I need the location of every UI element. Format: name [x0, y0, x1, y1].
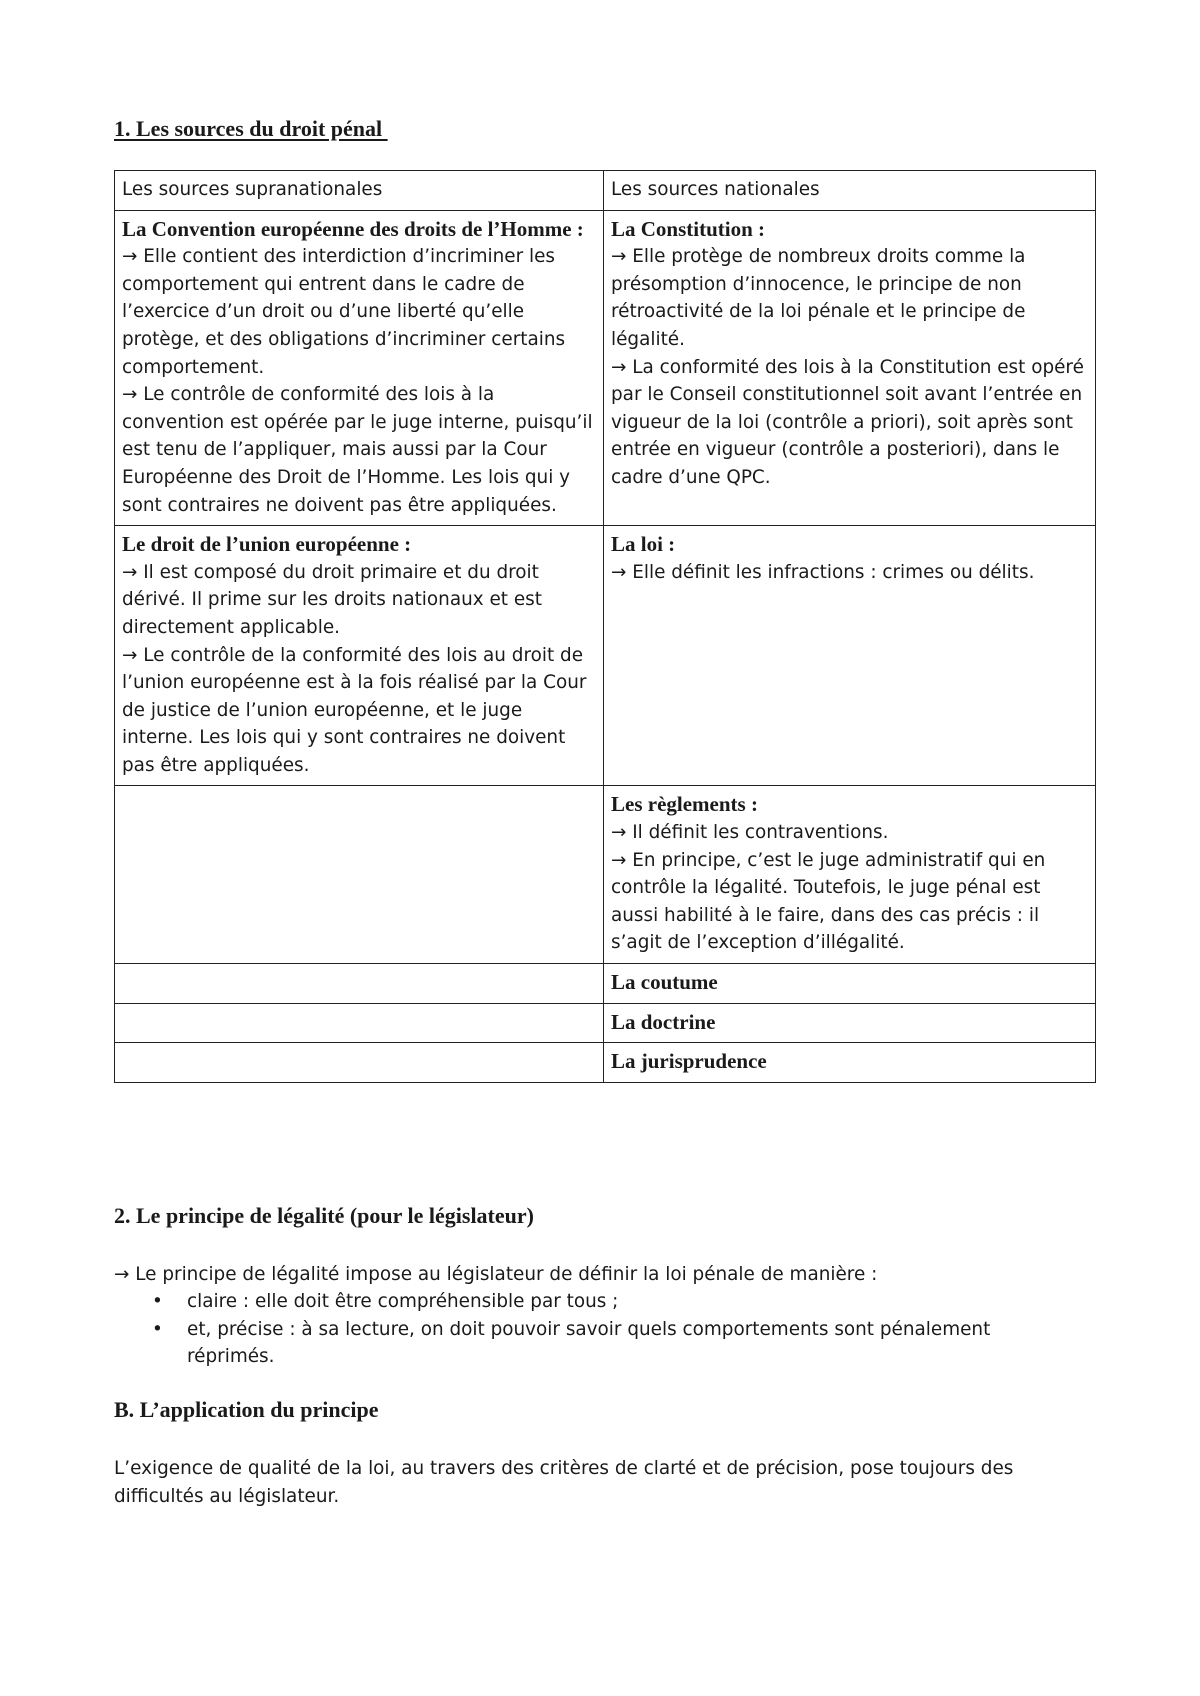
cell-coutume — [604, 964, 1096, 1004]
cell-cedh — [115, 210, 604, 526]
cell-line: → Le contrôle de conformité des lois à la convention est opérée par le juge interne, puisqu’il est tenu de l’appliquer, mais aussi par la Cour Européenne des Droit de l’Homme. Les lois qui y sont contraires ne doivent pas être appliquées. — [122, 384, 593, 516]
bullet-icon: • — [152, 1291, 163, 1312]
empty-cell — [115, 1043, 604, 1083]
cell-constitution — [604, 210, 1096, 526]
header-supranationales: Les sources supranationales — [115, 171, 604, 211]
table-row — [115, 1003, 1096, 1043]
header-nationales: Les sources nationales — [604, 171, 1096, 211]
cell-line: → Elle protège de nombreux droits comme la présomption d’innocence, le principe de non rétroactivité de la loi pénale et le principe de légalité. — [611, 246, 1026, 350]
cell-title: La Constitution : — [611, 216, 766, 241]
cell-line: → En principe, c’est le juge administratif qui en contrôle la légalité. Toutefois, le juge pénal est aussi habilité à le faire, dans des cas précis : il s’agit de l’exception d’illégalité. — [611, 849, 1046, 954]
cell-doctrine — [604, 1003, 1096, 1043]
list-item — [114, 1288, 1074, 1316]
empty-cell — [115, 1003, 604, 1043]
cell-title: Les règlements : — [611, 792, 758, 817]
table-row — [115, 210, 1096, 526]
cell-line: → Il est composé du droit primaire et du droit dérivé. Il prime sur les droits nationaux et est directement applicable. — [122, 561, 542, 638]
cell-line: → Le contrôle de la conformité des lois au droit de l’union européenne est à la fois réalisé par la Cour de justice de l’union européenne, et le juge interne. Les lois qui y sont contraires ne doivent pas être appliquées. — [122, 644, 587, 776]
empty-cell — [115, 964, 604, 1004]
cell-title: La Convention européenne des droits de l’Homme : — [122, 216, 584, 241]
section-2-heading: 2. Le principe de légalité (pour le législateur) — [114, 1203, 534, 1228]
list-item-text: claire : elle doit être compréhensible par tous ; — [187, 1291, 619, 1312]
cell-jurisprudence — [604, 1043, 1096, 1083]
empty-cell — [115, 786, 604, 964]
cell-loi — [604, 526, 1096, 786]
list-item — [114, 1316, 1074, 1371]
cell-title: Le droit de l’union européenne : — [122, 532, 412, 557]
table-row — [115, 1043, 1096, 1083]
bullet-icon: • — [152, 1318, 163, 1340]
cell-title: La doctrine — [611, 1009, 716, 1034]
cell-line: → Elle définit les infractions : crimes ou délits. — [611, 561, 1035, 583]
cell-title: La loi : — [611, 532, 676, 557]
section-b-text: L’exigence de qualité de la loi, au travers des critères de clarté et de précision, pose toujours des difficultés au législateur. — [114, 1458, 1014, 1507]
list-item-text: et, précise : à sa lecture, on doit pouvoir savoir quels comportements sont pénalement réprimés. — [187, 1318, 991, 1368]
cell-title: La jurisprudence — [611, 1049, 767, 1074]
section-b-heading: B. L’application du principe — [114, 1397, 379, 1422]
table-row — [115, 786, 1096, 964]
table-header-row — [115, 171, 1096, 211]
sources-table — [114, 170, 1096, 1083]
section-1-heading: 1. Les sources du droit pénal — [114, 116, 388, 141]
cell-union-europeenne — [115, 526, 604, 786]
cell-line: → Il définit les contraventions. — [611, 822, 889, 844]
cell-line: → La conformité des lois à la Constitution est opéré par le Conseil constitutionnel soit avant l’entrée en vigueur de la loi (contrôle a priori), soit après sont entrée en vigueur (contrôle a posteriori), dans le cadre d’une QPC. — [611, 356, 1084, 488]
bullet-list — [114, 1288, 1074, 1371]
section-2-intro: → Le principe de légalité impose au législateur de définir la loi pénale de manière : — [114, 1264, 878, 1285]
cell-title: La coutume — [611, 970, 718, 995]
cell-reglements — [604, 786, 1096, 964]
table-row — [115, 964, 1096, 1004]
table-row — [115, 526, 1096, 786]
cell-line: → Elle contient des interdiction d’incriminer les comportement qui entrent dans le cadre de l’exercice d’un droit ou d’une liberté qu’elle protège, et des obligations d’incriminer certains comportement. — [122, 246, 566, 378]
